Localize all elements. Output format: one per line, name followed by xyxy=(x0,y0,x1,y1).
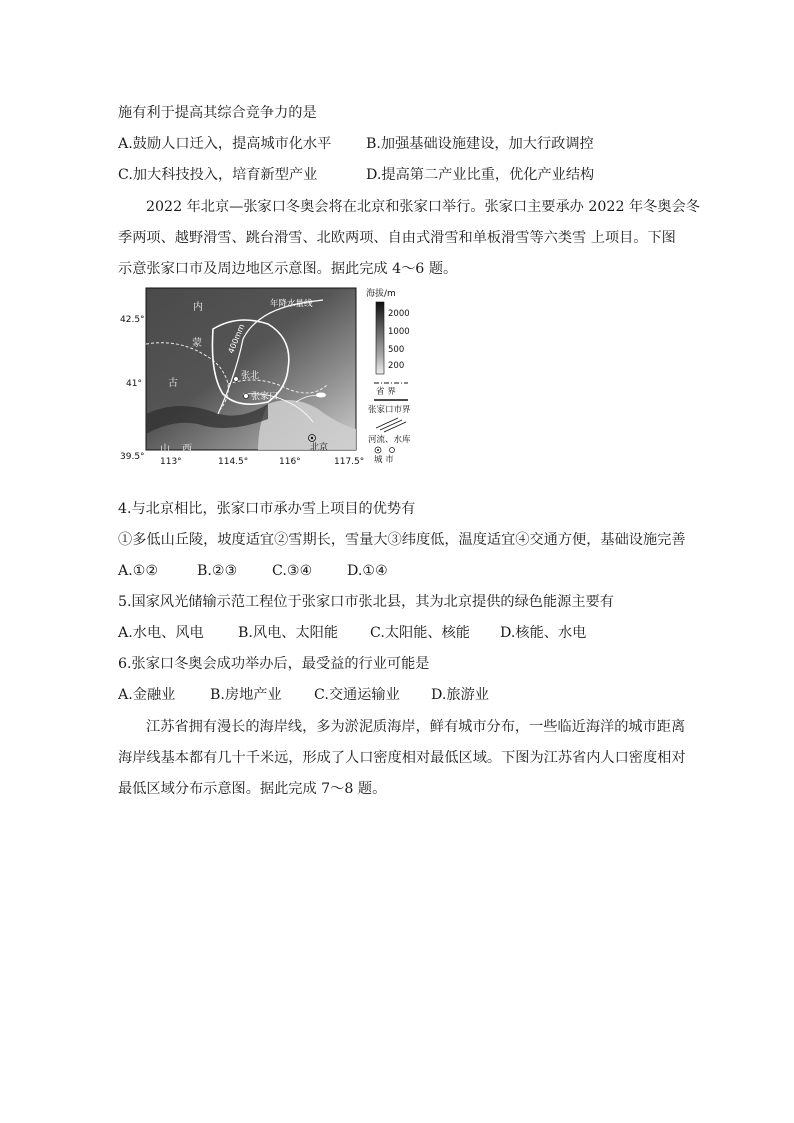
q3-stem-tail: 施有利于提高其综合竞争力的是 xyxy=(118,105,317,121)
legend-rivers: 河流、水库 xyxy=(368,435,411,445)
lat-label: 42.5° xyxy=(120,315,145,325)
region-label: 内 xyxy=(193,302,203,313)
passage1-line-2: 季两项、越野滑雪、跳台滑雪、北欧两项、自由式滑雪和单板滑雪等六类雪 上项目。下图 xyxy=(118,230,676,246)
q4-statements: ①多低山丘陵，坡度适宜②雪期长，雪量大③纬度低，温度适宜④交通方便，基础设施完善 xyxy=(118,532,686,548)
passage1-line-3: 示意张家口市及周边地区示意图。据此完成 4～6 题。 xyxy=(118,261,458,277)
city-label: 北京 xyxy=(310,443,329,453)
q5-option-b: B.风电、太阳能 xyxy=(238,625,339,641)
q3-option-b: B.加强基础设施建设，加大行政调控 xyxy=(366,136,594,152)
legend-city: 城 市 xyxy=(374,455,394,464)
lon-label: 114.5° xyxy=(218,457,249,464)
q6-option-c: C.交通运输业 xyxy=(314,687,400,703)
passage1-line-1: 2022 年北京—张家口冬奥会将在北京和张家口举行。张家口主要承办 2022 年冬奥会冬 xyxy=(146,199,700,215)
passage2-line-2: 海岸线基本都有几十千米远，形成了人口密度相对最低区域。下图为江苏省内人口密度相对 xyxy=(118,750,686,766)
legend-province-border: 省 界 xyxy=(376,387,396,397)
legend-title: 海拔/m xyxy=(366,289,396,299)
city-symbol xyxy=(390,448,395,453)
legend-level: 2000 xyxy=(388,309,410,319)
lat-label: 39.5° xyxy=(120,452,145,462)
lat-label: 41° xyxy=(126,379,142,389)
zhangjiakou-map xyxy=(118,284,430,464)
city-marker xyxy=(244,394,249,399)
lon-label: 117.5° xyxy=(334,457,365,464)
isohyet-value: 400mm xyxy=(226,322,247,355)
q4-option-c: C.③④ xyxy=(272,563,313,579)
q3-option-d: D.提高第二产业比重，优化产业结构 xyxy=(366,167,595,183)
q4-option-d: D.①④ xyxy=(347,563,388,579)
legend-level: 1000 xyxy=(388,327,410,337)
elevation-scale xyxy=(376,302,384,374)
capital-symbol-dot xyxy=(377,449,379,451)
reservoir xyxy=(316,393,326,398)
q4-option-b: B.②③ xyxy=(197,563,238,579)
city-label: 张北 xyxy=(241,371,260,381)
q3-option-c: C.加大科技投入，培育新型产业 xyxy=(118,167,318,183)
capital-marker-dot xyxy=(311,437,313,439)
city-marker xyxy=(234,377,239,382)
river-symbol xyxy=(376,418,406,432)
q5-stem: 5.国家风光储输示范工程位于张家口市张北县，其为北京提供的绿色能源主要有 xyxy=(118,594,614,610)
region-label: 古 xyxy=(168,378,178,389)
q6-option-a: A.金融业 xyxy=(118,687,176,703)
isohyet-label: 年降水量线 xyxy=(270,299,313,309)
passage2-line-3: 最低区域分布示意图。据此完成 7～8 题。 xyxy=(118,781,387,797)
q6-option-d: D.旅游业 xyxy=(431,687,489,703)
region-label: 西 xyxy=(182,444,192,455)
region-label: 蒙 xyxy=(192,338,202,349)
city-label: 张家口 xyxy=(251,392,279,402)
q4-stem: 4.与北京相比，张家口市承办雪上项目的优势有 xyxy=(118,501,416,517)
legend-level: 200 xyxy=(388,361,405,371)
q6-stem: 6.张家口冬奥会成功举办后，最受益的行业可能是 xyxy=(118,656,430,672)
lon-label: 116° xyxy=(279,457,301,464)
lon-label: 113° xyxy=(160,457,182,464)
legend-city-border: 张家口市界 xyxy=(368,405,411,415)
q5-option-d: D.核能、水电 xyxy=(500,625,587,641)
q6-option-b: B.房地产业 xyxy=(210,687,282,703)
q5-option-a: A.水电、风电 xyxy=(118,625,204,641)
q5-option-c: C.太阳能、核能 xyxy=(370,625,470,641)
passage2-line-1: 江苏省拥有漫长的海岸线，多为淤泥质海岸，鲜有城市分布，一些临近海洋的城市距离 xyxy=(146,719,686,735)
region-label: 山 xyxy=(160,444,170,455)
q3-option-a: A.鼓励人口迁入，提高城市化水平 xyxy=(118,136,332,152)
legend-level: 500 xyxy=(388,345,405,355)
q4-option-a: A.①② xyxy=(118,563,159,579)
